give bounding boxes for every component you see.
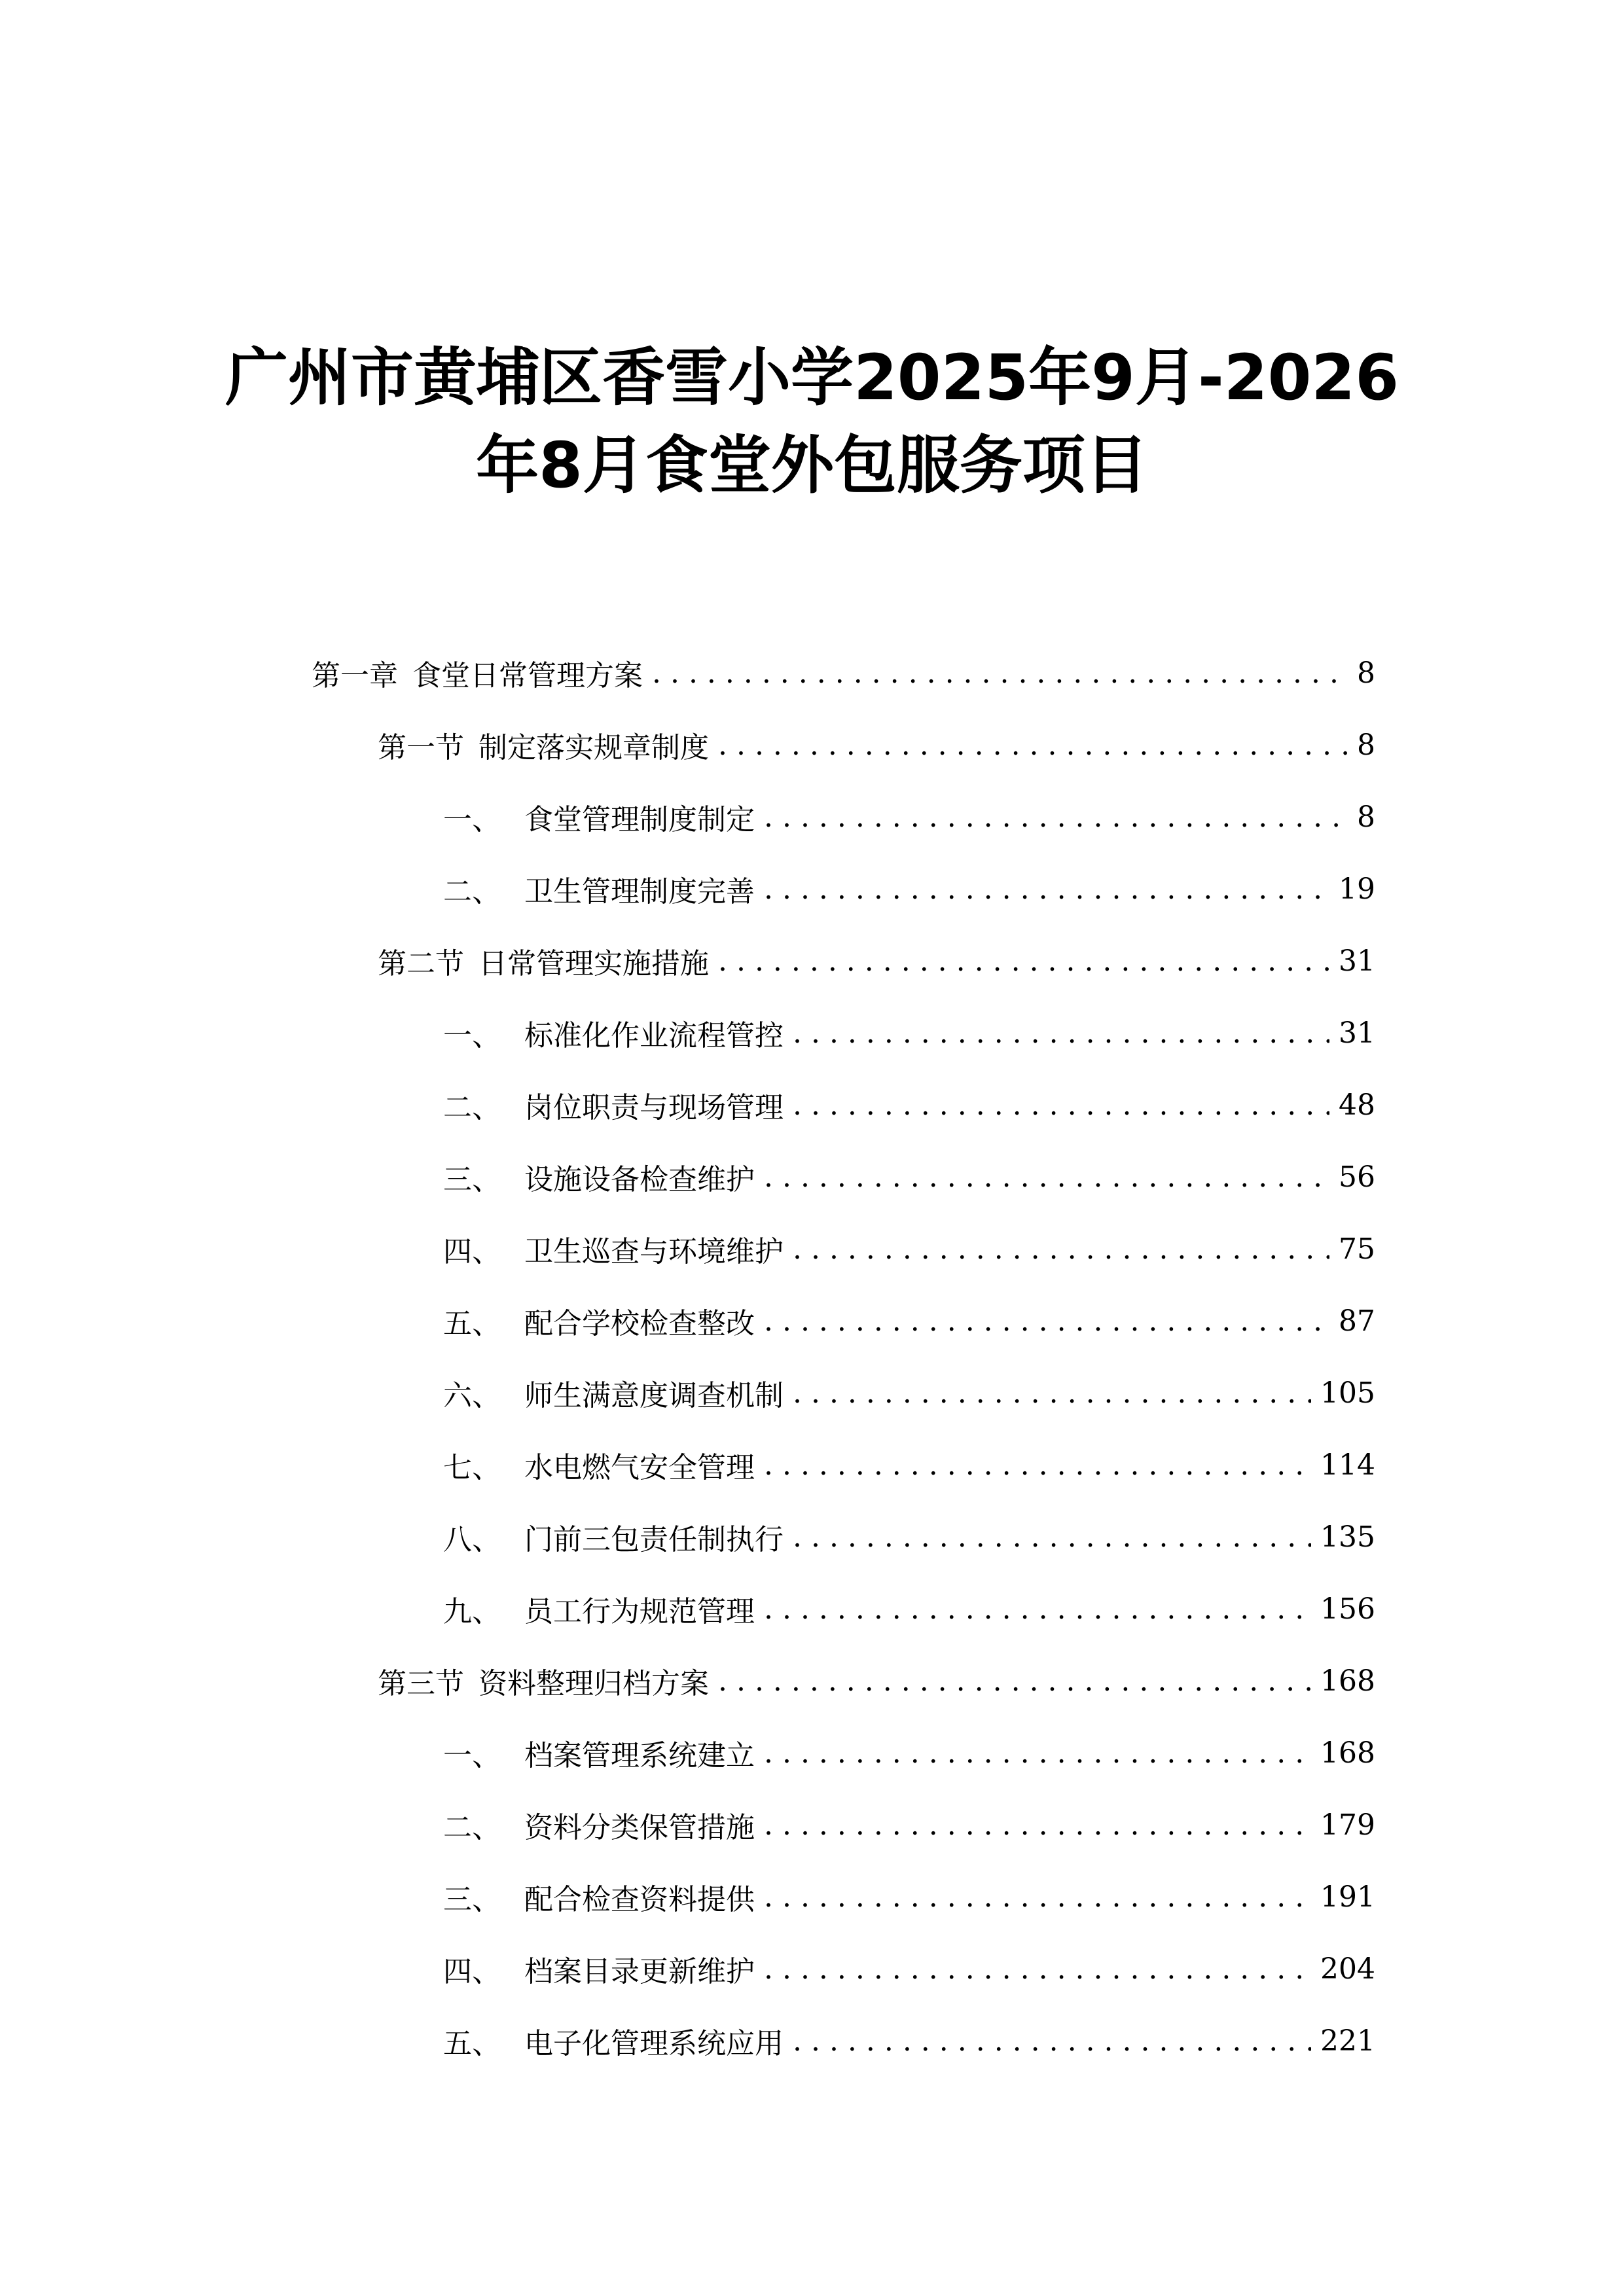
toc-entry-number: 第三节 (378, 1667, 464, 1700)
toc-entry-label (443, 1444, 755, 1486)
toc-entry-text: 卫生管理制度完善 (524, 875, 755, 908)
dot-leader (718, 728, 1348, 762)
toc-entry-text: 员工行为规范管理 (524, 1595, 755, 1628)
toc-entry-page: 221 (1320, 2024, 1375, 2058)
toc-entry[interactable] (0, 709, 1375, 781)
toc-entry-page: 31 (1339, 1016, 1375, 1050)
toc-entry-label (443, 1732, 755, 1774)
toc-entry-text: 配合学校检查整改 (524, 1307, 755, 1340)
toc-entry-label (443, 1372, 784, 1414)
toc-entry[interactable] (0, 1501, 1375, 1573)
toc-entry-page: 19 (1339, 872, 1375, 906)
toc-entry-label (443, 1948, 755, 1990)
dot-leader (793, 1232, 1329, 1266)
toc-entry-label (443, 1156, 755, 1198)
toc-entry-page: 8 (1357, 728, 1375, 762)
dot-leader (764, 1592, 1311, 1626)
toc-entry-text: 制定落实规章制度 (478, 731, 709, 764)
toc-entry-number: 九、 (443, 1595, 501, 1628)
dot-leader (793, 1016, 1329, 1050)
dot-leader (793, 2024, 1311, 2058)
dot-leader (764, 1736, 1311, 1770)
dot-leader (764, 1952, 1311, 1986)
toc-entry[interactable] (0, 1933, 1375, 2005)
toc-entry-number: 二、 (443, 1091, 501, 1124)
toc-entry[interactable] (0, 1645, 1375, 1717)
toc-entry-label (443, 1876, 755, 1918)
toc-entry[interactable] (0, 2005, 1375, 2077)
toc-entry-text: 日常管理实施措施 (478, 947, 709, 980)
toc-entry-number: 三、 (443, 1883, 501, 1916)
toc-entry-number: 五、 (443, 2027, 501, 2060)
spacer (464, 724, 478, 766)
toc-entry-page: 75 (1339, 1232, 1375, 1266)
toc-entry[interactable] (0, 1429, 1375, 1501)
toc-entry[interactable] (0, 637, 1375, 709)
dot-leader (652, 656, 1348, 690)
toc-entry-text: 标准化作业流程管控 (524, 1019, 784, 1052)
toc-entry[interactable] (0, 1213, 1375, 1285)
toc-entry-page: 114 (1320, 1448, 1375, 1482)
toc-entry-text: 师生满意度调查机制 (524, 1379, 784, 1412)
toc-entry-text: 档案目录更新维护 (524, 1955, 755, 1988)
toc-entry-number: 八、 (443, 1523, 501, 1556)
toc-entry-text: 电子化管理系统应用 (524, 2027, 784, 2060)
toc-entry-label (443, 1228, 784, 1270)
toc-entry-page: 8 (1357, 800, 1375, 834)
toc-entry[interactable] (0, 1069, 1375, 1141)
dot-leader (764, 1160, 1329, 1194)
toc-entry-page: 135 (1320, 1520, 1375, 1554)
toc-entry[interactable] (0, 1717, 1375, 1789)
toc-entry-label (378, 940, 709, 982)
toc-entry[interactable] (0, 1789, 1375, 1861)
dot-leader (793, 1376, 1311, 1410)
toc-entry[interactable] (0, 1861, 1375, 1933)
toc-entry-page: 179 (1320, 1808, 1375, 1842)
toc-entry-text: 食堂日常管理方案 (412, 659, 643, 692)
toc-entry-label (443, 1804, 755, 1846)
toc-entry-text: 食堂管理制度制定 (524, 803, 755, 836)
toc-entry-text: 水电燃气安全管理 (524, 1451, 755, 1484)
toc-entry-text: 设施设备检查维护 (524, 1163, 755, 1196)
toc-entry-text: 门前三包责任制执行 (524, 1523, 784, 1556)
spacer (464, 940, 478, 982)
toc-entry-number: 一、 (443, 1739, 501, 1772)
toc-entry-number: 七、 (443, 1451, 501, 1484)
toc-entry-label (443, 1588, 755, 1630)
dot-leader (793, 1088, 1329, 1122)
toc-entry-number: 第二节 (378, 947, 464, 980)
toc-entry-label (312, 652, 643, 694)
toc-entry-number: 二、 (443, 1811, 501, 1844)
document-title-line-2: 年8月食堂外包服务项目 (476, 429, 1148, 502)
toc-entry-page: 8 (1357, 656, 1375, 690)
toc-entry[interactable] (0, 781, 1375, 853)
toc-entry-number: 一、 (443, 1019, 501, 1052)
dot-leader (793, 1520, 1311, 1554)
toc-entry-label (378, 724, 709, 766)
dot-leader (764, 1880, 1311, 1914)
toc-entry-label (443, 868, 755, 910)
toc-entry-number: 五、 (443, 1307, 501, 1340)
dot-leader (764, 1448, 1311, 1482)
toc-entry-label (443, 1516, 784, 1558)
toc-entry-text: 卫生巡查与环境维护 (524, 1235, 784, 1268)
toc-entry-label (443, 1300, 755, 1342)
toc-entry-number: 四、 (443, 1955, 501, 1988)
dot-leader (764, 1808, 1311, 1842)
toc-entry-text: 资料分类保管措施 (524, 1811, 755, 1844)
toc-entry-number: 四、 (443, 1235, 501, 1268)
dot-leader (764, 872, 1329, 906)
toc-entry[interactable] (0, 1141, 1375, 1213)
toc-entry-number: 二、 (443, 875, 501, 908)
toc-entry[interactable] (0, 997, 1375, 1069)
toc-entry-text: 资料整理归档方案 (478, 1667, 709, 1700)
toc-entry-label (443, 1012, 784, 1054)
document-title-line-1: 广州市黄埔区香雪小学2025年9月-2026 (225, 341, 1399, 414)
dot-leader (718, 944, 1329, 978)
toc-entry[interactable] (0, 853, 1375, 925)
spacer (398, 652, 412, 694)
table-of-contents (0, 637, 1624, 2077)
toc-entry-number: 第一节 (378, 731, 464, 764)
dot-leader (764, 800, 1348, 834)
toc-entry-page: 204 (1320, 1952, 1375, 1986)
toc-entry[interactable] (0, 925, 1375, 997)
toc-entry-label (443, 2020, 784, 2062)
dot-leader (718, 1664, 1311, 1698)
toc-entry-page: 87 (1339, 1304, 1375, 1338)
dot-leader (764, 1304, 1329, 1338)
toc-entry-page: 156 (1320, 1592, 1375, 1626)
toc-entry-label (443, 796, 755, 838)
toc-entry-page: 31 (1339, 944, 1375, 978)
toc-entry-number: 一、 (443, 803, 501, 836)
toc-entry-number: 三、 (443, 1163, 501, 1196)
toc-entry-page: 48 (1339, 1088, 1375, 1122)
toc-entry[interactable] (0, 1357, 1375, 1429)
toc-entry-label (378, 1660, 709, 1702)
toc-entry-text: 岗位职责与现场管理 (524, 1091, 784, 1124)
toc-entry-page: 168 (1320, 1664, 1375, 1698)
spacer (464, 1660, 478, 1702)
toc-entry-number: 第一章 (312, 659, 398, 692)
toc-entry[interactable] (0, 1285, 1375, 1357)
toc-entry[interactable] (0, 1573, 1375, 1645)
toc-entry-page: 56 (1339, 1160, 1375, 1194)
toc-entry-page: 168 (1320, 1736, 1375, 1770)
toc-entry-label (443, 1084, 784, 1126)
toc-entry-page: 191 (1320, 1880, 1375, 1914)
toc-entry-text: 档案管理系统建立 (524, 1739, 755, 1772)
toc-entry-page: 105 (1320, 1376, 1375, 1410)
toc-entry-number: 六、 (443, 1379, 501, 1412)
toc-entry-text: 配合检查资料提供 (524, 1883, 755, 1916)
